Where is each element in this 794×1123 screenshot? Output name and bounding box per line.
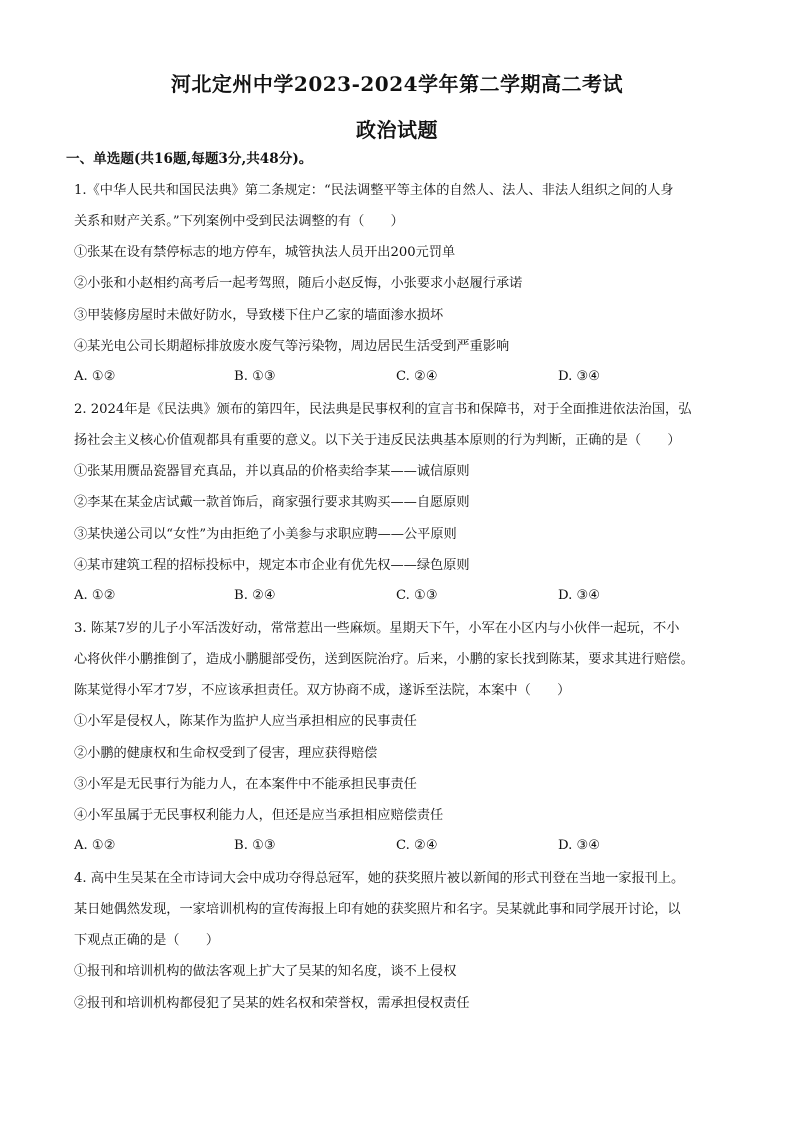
- q2-statement-2: ②李某在某金店试戴一款首饰后，商家强行要求其购买——自愿原则: [74, 495, 470, 510]
- q1-statement-4: ④某光电公司长期超标排放废水废气等污染物，周边居民生活受到严重影响: [74, 339, 510, 354]
- q1-option-a[interactable]: A. ①②: [74, 369, 116, 384]
- q1-statement-3: ③甲装修房屋时未做好防水，导致楼下住户乙家的墙面渗水损坏: [74, 308, 444, 323]
- q2-statement-4: ④某市建筑工程的招标投标中，规定本市企业有优先权——绿色原则: [74, 558, 470, 573]
- q1-statement-2: ②小张和小赵相约高考后一起考驾照，随后小赵反悔，小张要求小赵履行承诺: [74, 276, 523, 291]
- q3-statement-4: ④小军虽属于无民事权利能力人，但还是应当承担相应赔偿责任: [74, 808, 444, 823]
- q4-statement-2: ②报刊和培训机构都侵犯了吴某的姓名权和荣誉权，需承担侵权责任: [74, 996, 470, 1011]
- exam-subject: 政治试题: [356, 118, 438, 142]
- q1-stem-line2: 关系和财产关系。”下列案例中受到民法调整的有（ ）: [74, 214, 404, 229]
- q3-option-c[interactable]: C. ②④: [396, 838, 438, 853]
- q4-statement-1: ①报刊和培训机构的做法客观上扩大了吴某的知名度，谈不上侵权: [74, 964, 457, 979]
- q2-stem-line1: 2. 2024年是《民法典》颁布的第四年，民法典是民事权利的宣言书和保障书，对于全面推进依法治国，弘: [74, 402, 692, 417]
- q3-stem-line3: 陈某觉得小军才7岁，不应该承担责任。双方协商不成，遂诉至法院，本案中（ ）: [74, 683, 571, 698]
- q1-option-d[interactable]: D. ③④: [558, 369, 601, 384]
- q2-option-a[interactable]: A. ①②: [74, 588, 116, 603]
- q3-statement-2: ②小鹏的健康权和生命权受到了侵害，理应获得赔偿: [74, 746, 378, 761]
- q2-options: [74, 588, 734, 606]
- q2-option-d[interactable]: D. ③④: [558, 588, 601, 603]
- q2-option-c[interactable]: C. ①③: [396, 588, 438, 603]
- q2-option-b[interactable]: B. ②④: [234, 588, 276, 603]
- q3-stem-line1: 3. 陈某7岁的儿子小军活泼好动，常常惹出一些麻烦。星期天下午，小军在小区内与小伙伴一起玩，不小: [74, 621, 680, 636]
- q3-option-b[interactable]: B. ①③: [234, 838, 276, 853]
- q3-option-d[interactable]: D. ③④: [558, 838, 601, 853]
- q3-stem-line2: 心将伙伴小鹏推倒了，造成小鹏腿部受伤，送到医院治疗。后来，小鹏的家长找到陈某，要求其进行赔偿。: [74, 652, 694, 667]
- q1-stem-line1: 1.《中华人民共和国民法典》第二条规定：“民法调整平等主体的自然人、法人、非法人组织之间的人身: [74, 183, 674, 198]
- q1-options: [74, 369, 734, 387]
- q4-stem-line2: 某日她偶然发现，一家培训机构的宣传海报上印有她的获奖照片和名字。吴某就此事和同学展开讨论，以: [74, 902, 681, 917]
- q2-statement-1: ①张某用赝品瓷器冒充真品，并以真品的价格卖给李某——诚信原则: [74, 464, 470, 479]
- exam-title: 河北定州中学2023-2024学年第二学期高二考试: [170, 72, 624, 96]
- q4-stem-line3: 下观点正确的是（ ）: [74, 933, 220, 948]
- q3-statement-1: ①小军是侵权人，陈某作为监护人应当承担相应的民事责任: [74, 714, 417, 729]
- q1-statement-1: ①张某在设有禁停标志的地方停车，城管执法人员开出200元罚单: [74, 245, 456, 260]
- q3-option-a[interactable]: A. ①②: [74, 838, 116, 853]
- section-heading: 一、单选题(共16题,每题3分,共48分)。: [66, 151, 313, 167]
- q1-option-b[interactable]: B. ①③: [234, 369, 276, 384]
- q2-stem-line2: 扬社会主义核心价值观都具有重要的意义。以下关于违反民法典基本原则的行为判断，正确的是（ ）: [74, 433, 681, 448]
- q1-option-c[interactable]: C. ②④: [396, 369, 438, 384]
- q2-statement-3: ③某快递公司以“女性”为由拒绝了小美参与求职应聘——公平原则: [74, 527, 457, 542]
- q3-options: [74, 838, 734, 856]
- q3-statement-3: ③小军是无民事行为能力人，在本案件中不能承担民事责任: [74, 777, 417, 792]
- q4-stem-line1: 4. 高中生吴某在全市诗词大会中成功夺得总冠军，她的获奖照片被以新闻的形式刊登在当地一家报刊上。: [74, 871, 685, 886]
